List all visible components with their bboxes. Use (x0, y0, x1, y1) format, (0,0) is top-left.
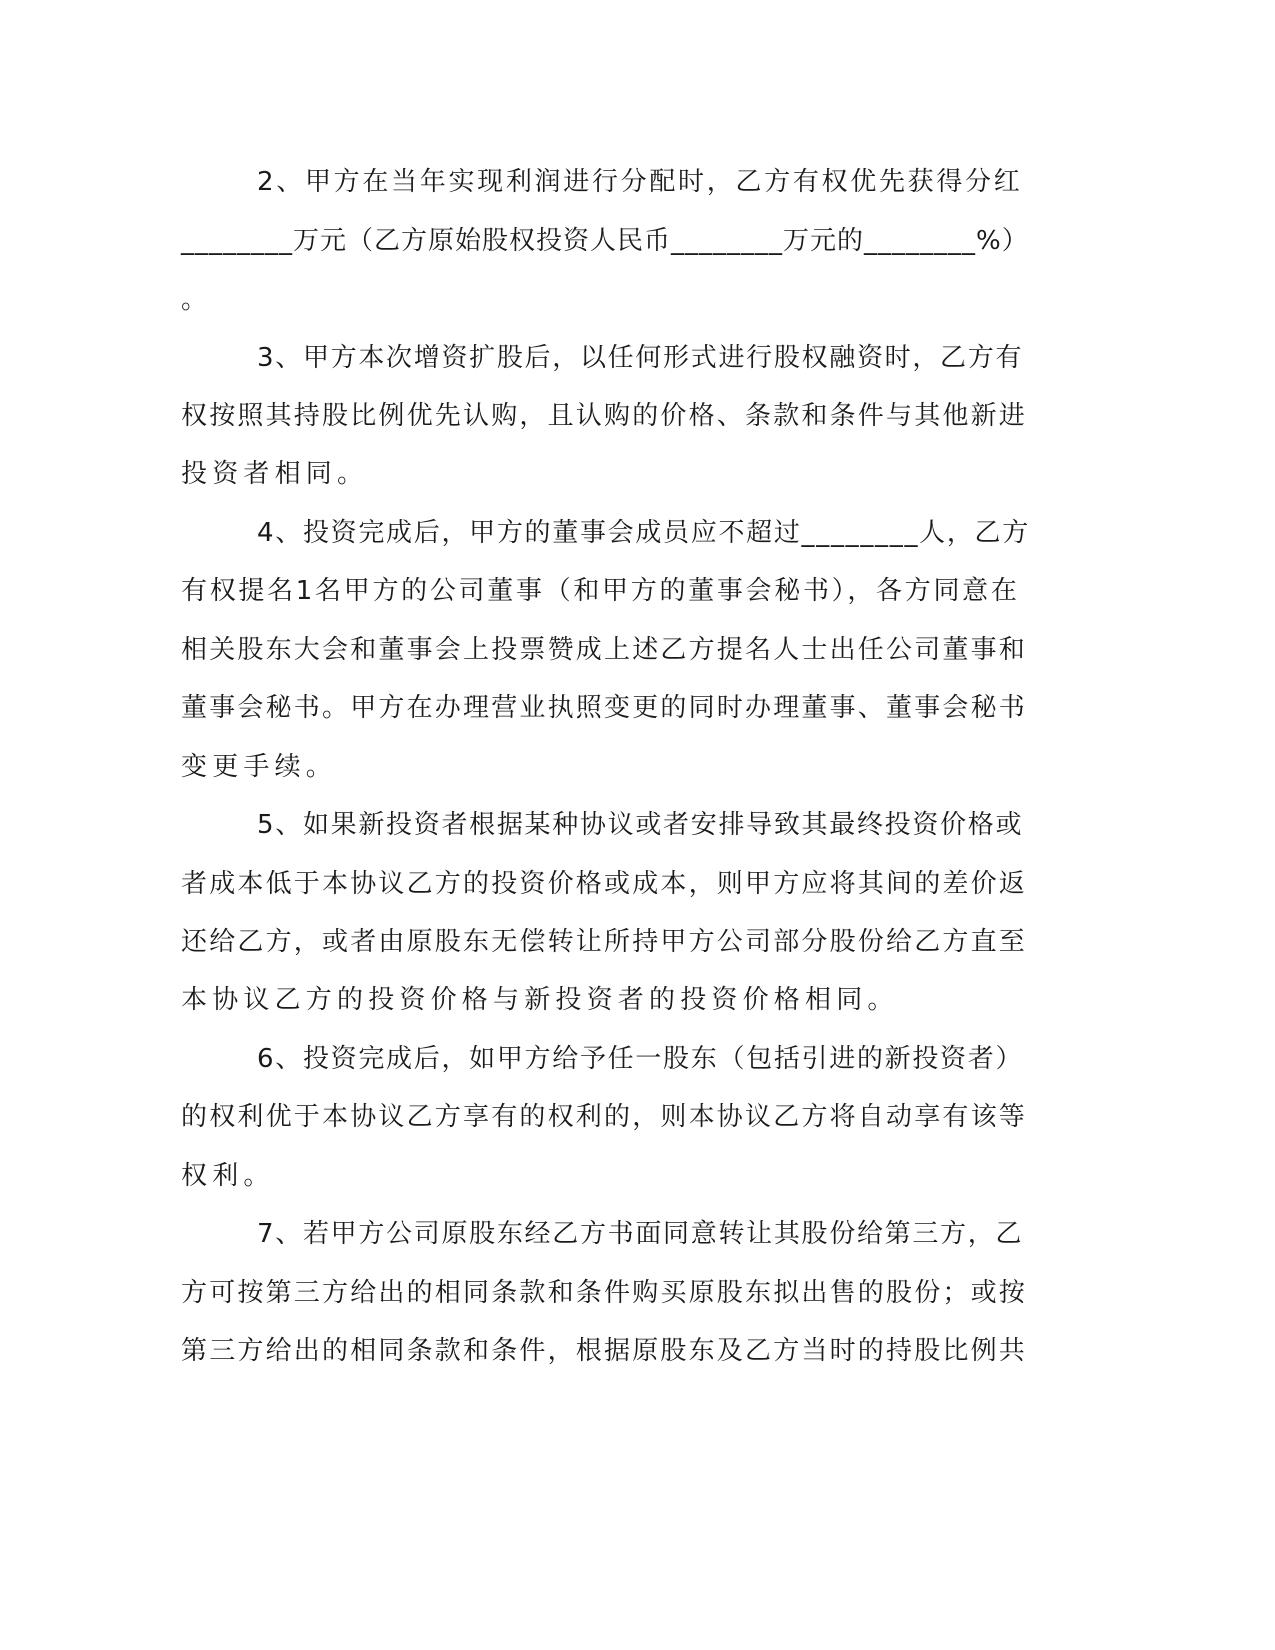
clause-4-line-2: 有权提名1名甲方的公司董事（和甲方的董事会秘书），各方同意在 (181, 576, 1020, 606)
clause-7-line-1: 7、若甲方公司原股东经乙方书面同意转让其股份给第三方，乙 (257, 1219, 1024, 1249)
clause-5-line-1: 5、如果新投资者根据某种协议或者安排导致其最终投资价格或 (257, 810, 1024, 840)
clause-7-line-3: 第三方给出的相同条款和条件，根据原股东及乙方当时的持股比例共 (181, 1336, 1028, 1366)
clause-5-line-4: 本协议乙方的投资价格与新投资者的投资价格相同。 (181, 985, 899, 1015)
clause-4-line-5: 变更手续。 (181, 752, 338, 782)
clause-6-line-3: 权利。 (181, 1161, 275, 1191)
clause-3-line-3: 投资者相同。 (181, 459, 369, 489)
clause-6-line-2: 的权利优于本协议乙方享有的权利的，则本协议乙方将自动享有该等 (181, 1102, 1028, 1132)
clause-5-line-2: 者成本低于本协议乙方的投资价格或成本，则甲方应将其间的差价返 (181, 869, 1028, 899)
clause-2-line-1: 2、甲方在当年实现利润进行分配时，乙方有权优先获得分红 (257, 167, 1023, 197)
clause-3-line-2: 权按照其持股比例优先认购，且认购的价格、条款和条件与其他新进 (181, 401, 1028, 431)
clause-4-line-3: 相关股东大会和董事会上投票赞成上述乙方提名人士出任公司董事和 (181, 635, 1028, 665)
clause-2-line-2: ________万元（乙方原始股权投资人民币________万元的________%） (181, 226, 1029, 256)
clause-4-line-4: 董事会秘书。甲方在办理营业执照变更的同时办理董事、董事会秘书 (181, 693, 1028, 723)
clause-2-line-3: 。 (181, 285, 213, 315)
clause-4-line-1: 4、投资完成后，甲方的董事会成员应不超过________人，乙方 (257, 518, 1030, 548)
clause-7-line-2: 方可按第三方给出的相同条款和条件购买原股东拟出售的股份；或按 (181, 1278, 1028, 1308)
clause-3-line-1: 3、甲方本次增资扩股后，以任何形式进行股权融资时，乙方有 (257, 343, 1024, 373)
clause-5-line-3: 还给乙方，或者由原股东无偿转让所持甲方公司部分股份给乙方直至 (181, 927, 1028, 957)
clause-6-line-1: 6、投资完成后，如甲方给予任一股东（包括引进的新投资者） (257, 1044, 1024, 1074)
